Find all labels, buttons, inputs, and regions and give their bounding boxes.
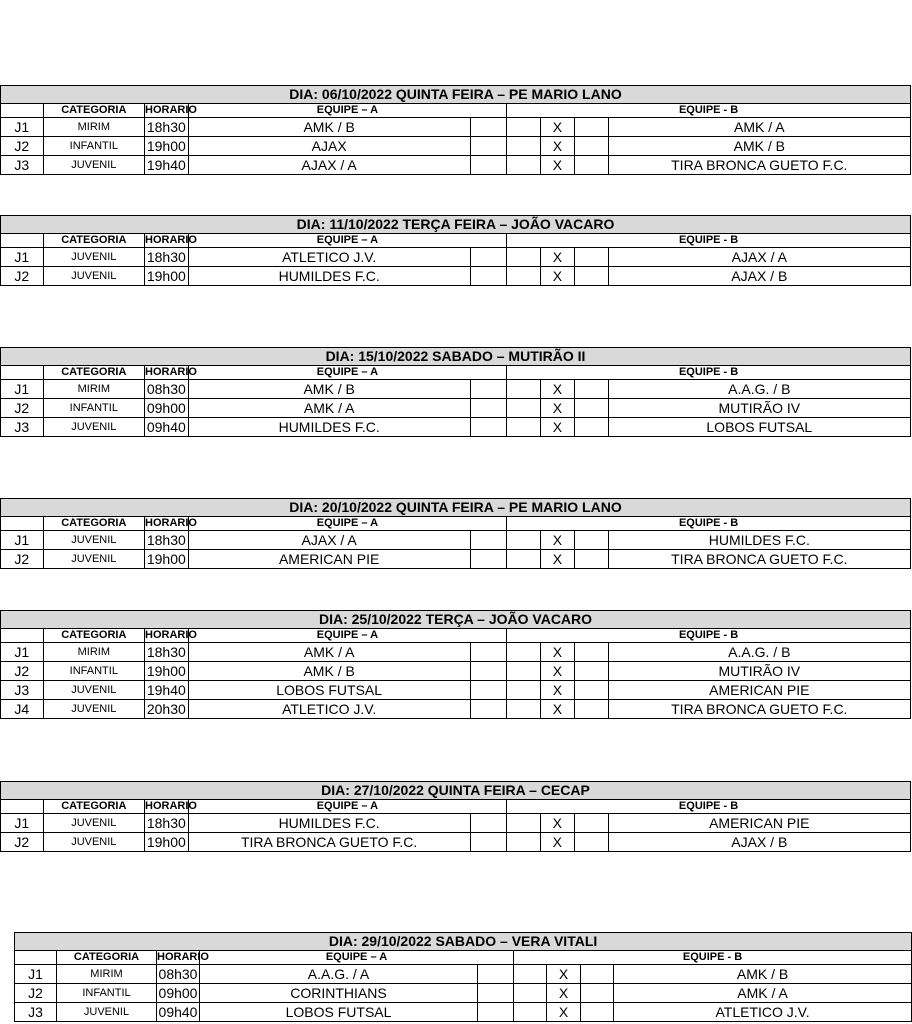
game-id: J2 bbox=[1, 662, 44, 681]
column-header-row bbox=[1, 517, 911, 531]
game-id: J1 bbox=[1, 248, 44, 267]
team-a-score bbox=[478, 965, 514, 984]
score-spacer bbox=[507, 137, 540, 156]
team-a-name: HUMILDES F.C. bbox=[188, 418, 470, 437]
team-b-score bbox=[575, 814, 608, 833]
header-game-id bbox=[1, 104, 44, 118]
score-spacer bbox=[507, 248, 540, 267]
game-horario: 19h00 bbox=[145, 137, 189, 156]
team-b-name: HUMILDES F.C. bbox=[608, 531, 910, 550]
game-categoria: JUVENIL bbox=[43, 550, 144, 569]
game-id: J2 bbox=[1, 137, 44, 156]
column-header-row bbox=[1, 104, 911, 118]
game-id: J2 bbox=[1, 833, 44, 852]
team-a-name: A.A.G. / A bbox=[200, 965, 478, 984]
day-title: DIA: 29/10/2022 SABADO – VERA VITALI bbox=[15, 933, 912, 951]
team-b-name: AMK / B bbox=[608, 137, 910, 156]
team-a-score bbox=[470, 137, 507, 156]
header-equipe-a: EQUIPE – A bbox=[188, 517, 507, 531]
versus-mark: X bbox=[540, 380, 574, 399]
team-b-name: TIRA BRONCA GUETO F.C. bbox=[608, 700, 910, 719]
game-id: J1 bbox=[1, 531, 44, 550]
team-a-score bbox=[470, 267, 507, 286]
team-a-name: LOBOS FUTSAL bbox=[200, 1003, 478, 1022]
header-equipe-b: EQUIPE - B bbox=[507, 517, 911, 531]
day-schedule-table bbox=[0, 85, 911, 175]
team-a-score bbox=[478, 984, 514, 1003]
score-spacer bbox=[507, 531, 540, 550]
table-row bbox=[1, 531, 911, 550]
team-b-name: AMERICAN PIE bbox=[608, 681, 910, 700]
schedule-table bbox=[14, 932, 912, 1022]
header-equipe-b: EQUIPE - B bbox=[507, 104, 911, 118]
team-b-name: AJAX / B bbox=[608, 833, 910, 852]
versus-mark: X bbox=[540, 418, 574, 437]
team-b-score bbox=[575, 399, 608, 418]
team-b-score bbox=[575, 118, 608, 137]
team-a-score bbox=[470, 662, 507, 681]
day-schedule-table bbox=[0, 781, 911, 852]
table-row bbox=[1, 550, 911, 569]
game-horario: 19h00 bbox=[145, 833, 189, 852]
team-a-name: AMK / B bbox=[188, 380, 470, 399]
table-row bbox=[1, 156, 911, 175]
day-title-row bbox=[1, 86, 911, 104]
header-equipe-a: EQUIPE – A bbox=[188, 104, 507, 118]
game-categoria: JUVENIL bbox=[43, 681, 144, 700]
header-game-id bbox=[1, 234, 44, 248]
header-game-id bbox=[1, 800, 44, 814]
day-schedule-table bbox=[0, 610, 911, 719]
team-b-score bbox=[575, 418, 608, 437]
game-horario: 09h40 bbox=[157, 1003, 200, 1022]
team-a-score bbox=[470, 380, 507, 399]
game-id: J2 bbox=[1, 267, 44, 286]
header-categoria: CATEGORIA bbox=[43, 366, 144, 380]
header-categoria: CATEGORIA bbox=[43, 629, 144, 643]
game-categoria: INFANTIL bbox=[43, 399, 144, 418]
score-spacer bbox=[507, 700, 540, 719]
game-id: J3 bbox=[1, 418, 44, 437]
header-game-id bbox=[1, 366, 44, 380]
day-title-row bbox=[15, 933, 912, 951]
team-a-score bbox=[470, 399, 507, 418]
table-row bbox=[1, 833, 911, 852]
game-id: J1 bbox=[15, 965, 57, 984]
header-equipe-a: EQUIPE – A bbox=[200, 951, 514, 965]
score-spacer bbox=[514, 965, 547, 984]
score-spacer bbox=[507, 380, 540, 399]
game-horario: 09h40 bbox=[145, 418, 189, 437]
table-row bbox=[1, 643, 911, 662]
team-a-score bbox=[470, 248, 507, 267]
day-title-row bbox=[1, 782, 911, 800]
versus-mark: X bbox=[547, 984, 581, 1003]
table-row bbox=[1, 248, 911, 267]
team-b-score bbox=[575, 662, 608, 681]
team-b-score bbox=[575, 267, 608, 286]
team-b-score bbox=[581, 965, 614, 984]
score-spacer bbox=[507, 156, 540, 175]
game-categoria: JUVENIL bbox=[43, 267, 144, 286]
team-b-name: TIRA BRONCA GUETO F.C. bbox=[608, 550, 910, 569]
team-a-name: HUMILDES F.C. bbox=[188, 814, 470, 833]
game-horario: 08h30 bbox=[157, 965, 200, 984]
team-a-name: AMK / B bbox=[188, 118, 470, 137]
team-b-name: A.A.G. / B bbox=[608, 643, 910, 662]
day-schedule-table bbox=[0, 498, 911, 569]
table-row bbox=[1, 662, 911, 681]
team-a-name: TIRA BRONCA GUETO F.C. bbox=[188, 833, 470, 852]
team-a-score bbox=[470, 833, 507, 852]
day-schedule-table bbox=[0, 215, 911, 286]
score-spacer bbox=[507, 399, 540, 418]
day-title: DIA: 25/10/2022 TERÇA – JOÃO VACARO bbox=[1, 611, 911, 629]
team-a-name: ATLETICO J.V. bbox=[188, 248, 470, 267]
table-row bbox=[1, 700, 911, 719]
game-id: J3 bbox=[1, 156, 44, 175]
game-horario: 19h40 bbox=[145, 681, 189, 700]
game-categoria: JUVENIL bbox=[43, 700, 144, 719]
versus-mark: X bbox=[540, 700, 574, 719]
header-categoria: CATEGORIA bbox=[43, 234, 144, 248]
game-horario: 09h00 bbox=[157, 984, 200, 1003]
team-a-score bbox=[470, 156, 507, 175]
team-b-name: AMERICAN PIE bbox=[608, 814, 910, 833]
header-equipe-b: EQUIPE - B bbox=[507, 234, 911, 248]
versus-mark: X bbox=[540, 643, 574, 662]
game-id: J3 bbox=[15, 1003, 57, 1022]
table-row bbox=[1, 814, 911, 833]
schedule-table bbox=[0, 498, 911, 569]
schedule-table bbox=[0, 347, 911, 437]
team-b-score bbox=[575, 833, 608, 852]
game-categoria: INFANTIL bbox=[43, 137, 144, 156]
versus-mark: X bbox=[540, 248, 574, 267]
score-spacer bbox=[507, 814, 540, 833]
column-header-row bbox=[1, 800, 911, 814]
score-spacer bbox=[507, 681, 540, 700]
team-a-score bbox=[470, 700, 507, 719]
score-spacer bbox=[507, 643, 540, 662]
game-categoria: MIRIM bbox=[43, 118, 144, 137]
game-horario: 08h30 bbox=[145, 380, 189, 399]
team-b-name: ATLETICO J.V. bbox=[614, 1003, 912, 1022]
game-id: J1 bbox=[1, 118, 44, 137]
team-b-score bbox=[575, 137, 608, 156]
score-spacer bbox=[507, 550, 540, 569]
table-row bbox=[15, 1003, 912, 1022]
score-spacer bbox=[507, 118, 540, 137]
game-horario: 09h00 bbox=[145, 399, 189, 418]
team-b-score bbox=[575, 531, 608, 550]
team-b-score bbox=[575, 380, 608, 399]
game-horario: 18h30 bbox=[145, 814, 189, 833]
team-a-score bbox=[478, 1003, 514, 1022]
versus-mark: X bbox=[540, 814, 574, 833]
versus-mark: X bbox=[547, 965, 581, 984]
team-a-score bbox=[470, 531, 507, 550]
column-header-row bbox=[1, 629, 911, 643]
table-row bbox=[15, 965, 912, 984]
team-b-score bbox=[575, 681, 608, 700]
day-title: DIA: 15/10/2022 SABADO – MUTIRÃO II bbox=[1, 348, 911, 366]
versus-mark: X bbox=[540, 531, 574, 550]
day-title-row bbox=[1, 499, 911, 517]
schedule-table bbox=[0, 781, 911, 852]
day-title-row bbox=[1, 348, 911, 366]
team-a-name: AMK / A bbox=[188, 643, 470, 662]
header-horario: HORARIO bbox=[157, 951, 209, 963]
versus-mark: X bbox=[540, 118, 574, 137]
table-row bbox=[1, 418, 911, 437]
game-horario: 18h30 bbox=[145, 531, 189, 550]
header-equipe-a: EQUIPE – A bbox=[188, 629, 507, 643]
versus-mark: X bbox=[540, 156, 574, 175]
table-row bbox=[1, 137, 911, 156]
versus-mark: X bbox=[540, 833, 574, 852]
day-title: DIA: 11/10/2022 TERÇA FEIRA – JOÃO VACARO bbox=[1, 216, 911, 234]
day-title-row bbox=[1, 216, 911, 234]
day-title-row bbox=[1, 611, 911, 629]
team-a-name: AMK / A bbox=[188, 399, 470, 418]
team-a-name: AMK / B bbox=[188, 662, 470, 681]
table-row bbox=[1, 380, 911, 399]
header-game-id bbox=[1, 517, 44, 531]
team-a-name: AJAX / A bbox=[188, 156, 470, 175]
game-id: J1 bbox=[1, 643, 44, 662]
team-b-score bbox=[575, 248, 608, 267]
table-row bbox=[1, 399, 911, 418]
game-id: J2 bbox=[15, 984, 57, 1003]
versus-mark: X bbox=[540, 662, 574, 681]
header-categoria: CATEGORIA bbox=[57, 951, 157, 965]
table-row bbox=[1, 681, 911, 700]
header-equipe-b: EQUIPE - B bbox=[507, 800, 911, 814]
header-horario: HORARIO bbox=[145, 629, 197, 641]
team-a-name: ATLETICO J.V. bbox=[188, 700, 470, 719]
team-a-score bbox=[470, 118, 507, 137]
schedule-table bbox=[0, 85, 911, 175]
team-a-score bbox=[470, 550, 507, 569]
header-horario: HORARIO bbox=[145, 800, 197, 812]
game-horario: 20h30 bbox=[145, 700, 189, 719]
team-b-name: MUTIRÃO IV bbox=[608, 662, 910, 681]
day-title: DIA: 20/10/2022 QUINTA FEIRA – PE MARIO LANO bbox=[1, 499, 911, 517]
header-game-id bbox=[15, 951, 57, 965]
team-a-score bbox=[470, 814, 507, 833]
header-horario: HORARIO bbox=[145, 517, 197, 529]
header-horario: HORARIO bbox=[145, 104, 197, 116]
team-b-score bbox=[575, 643, 608, 662]
header-equipe-a: EQUIPE – A bbox=[188, 800, 507, 814]
header-game-id bbox=[1, 629, 44, 643]
score-spacer bbox=[514, 1003, 547, 1022]
game-horario: 19h40 bbox=[145, 156, 189, 175]
schedule-table bbox=[0, 610, 911, 719]
team-a-score bbox=[470, 643, 507, 662]
header-horario: HORARIO bbox=[145, 234, 197, 246]
header-categoria: CATEGORIA bbox=[43, 517, 144, 531]
game-horario: 19h00 bbox=[145, 267, 189, 286]
team-a-name: CORINTHIANS bbox=[200, 984, 478, 1003]
header-categoria: CATEGORIA bbox=[43, 800, 144, 814]
header-equipe-b: EQUIPE - B bbox=[507, 629, 911, 643]
header-equipe-a: EQUIPE – A bbox=[188, 366, 507, 380]
team-a-name: AMERICAN PIE bbox=[188, 550, 470, 569]
team-a-score bbox=[470, 418, 507, 437]
header-equipe-a: EQUIPE – A bbox=[188, 234, 507, 248]
team-b-score bbox=[575, 156, 608, 175]
game-categoria: JUVENIL bbox=[43, 156, 144, 175]
table-row bbox=[1, 118, 911, 137]
team-b-score bbox=[581, 1003, 614, 1022]
score-spacer bbox=[507, 662, 540, 681]
game-horario: 19h00 bbox=[145, 662, 189, 681]
game-categoria: JUVENIL bbox=[43, 814, 144, 833]
game-categoria: JUVENIL bbox=[43, 418, 144, 437]
game-horario: 19h00 bbox=[145, 550, 189, 569]
team-b-name: AJAX / B bbox=[608, 267, 910, 286]
header-equipe-b: EQUIPE - B bbox=[514, 951, 912, 965]
game-categoria: MIRIM bbox=[43, 643, 144, 662]
team-b-name: AMK / A bbox=[614, 984, 912, 1003]
team-b-name: AMK / B bbox=[614, 965, 912, 984]
score-spacer bbox=[507, 833, 540, 852]
team-b-name: AJAX / A bbox=[608, 248, 910, 267]
game-categoria: INFANTIL bbox=[57, 984, 157, 1003]
game-id: J2 bbox=[1, 399, 44, 418]
column-header-row bbox=[15, 951, 912, 965]
game-id: J3 bbox=[1, 681, 44, 700]
team-a-name: HUMILDES F.C. bbox=[188, 267, 470, 286]
versus-mark: X bbox=[540, 399, 574, 418]
game-categoria: MIRIM bbox=[43, 380, 144, 399]
day-schedule-table bbox=[14, 932, 911, 1022]
column-header-row bbox=[1, 366, 911, 380]
day-title: DIA: 27/10/2022 QUINTA FEIRA – CECAP bbox=[1, 782, 911, 800]
game-categoria: JUVENIL bbox=[43, 531, 144, 550]
team-b-score bbox=[575, 550, 608, 569]
team-a-name: LOBOS FUTSAL bbox=[188, 681, 470, 700]
game-id: J1 bbox=[1, 380, 44, 399]
score-spacer bbox=[507, 267, 540, 286]
game-categoria: JUVENIL bbox=[57, 1003, 157, 1022]
game-id: J1 bbox=[1, 814, 44, 833]
table-row bbox=[1, 267, 911, 286]
table-row bbox=[15, 984, 912, 1003]
game-horario: 18h30 bbox=[145, 643, 189, 662]
game-id: J2 bbox=[1, 550, 44, 569]
team-a-name: AJAX / A bbox=[188, 531, 470, 550]
team-a-name: AJAX bbox=[188, 137, 470, 156]
game-categoria: JUVENIL bbox=[43, 833, 144, 852]
versus-mark: X bbox=[547, 1003, 581, 1022]
team-b-score bbox=[575, 700, 608, 719]
header-equipe-b: EQUIPE - B bbox=[507, 366, 911, 380]
game-categoria: MIRIM bbox=[57, 965, 157, 984]
game-id: J4 bbox=[1, 700, 44, 719]
header-categoria: CATEGORIA bbox=[43, 104, 144, 118]
header-horario: HORARIO bbox=[145, 366, 197, 378]
versus-mark: X bbox=[540, 681, 574, 700]
versus-mark: X bbox=[540, 550, 574, 569]
team-a-score bbox=[470, 681, 507, 700]
game-horario: 18h30 bbox=[145, 118, 189, 137]
team-b-score bbox=[581, 984, 614, 1003]
score-spacer bbox=[514, 984, 547, 1003]
column-header-row bbox=[1, 234, 911, 248]
day-title: DIA: 06/10/2022 QUINTA FEIRA – PE MARIO LANO bbox=[1, 86, 911, 104]
game-categoria: JUVENIL bbox=[43, 248, 144, 267]
team-b-name: AMK / A bbox=[608, 118, 910, 137]
team-b-name: MUTIRÃO IV bbox=[608, 399, 910, 418]
team-b-name: LOBOS FUTSAL bbox=[608, 418, 910, 437]
game-horario: 18h30 bbox=[145, 248, 189, 267]
versus-mark: X bbox=[540, 137, 574, 156]
schedule-table bbox=[0, 215, 911, 286]
game-categoria: INFANTIL bbox=[43, 662, 144, 681]
team-b-name: TIRA BRONCA GUETO F.C. bbox=[608, 156, 910, 175]
day-schedule-table bbox=[0, 347, 911, 437]
score-spacer bbox=[507, 418, 540, 437]
team-b-name: A.A.G. / B bbox=[608, 380, 910, 399]
versus-mark: X bbox=[540, 267, 574, 286]
